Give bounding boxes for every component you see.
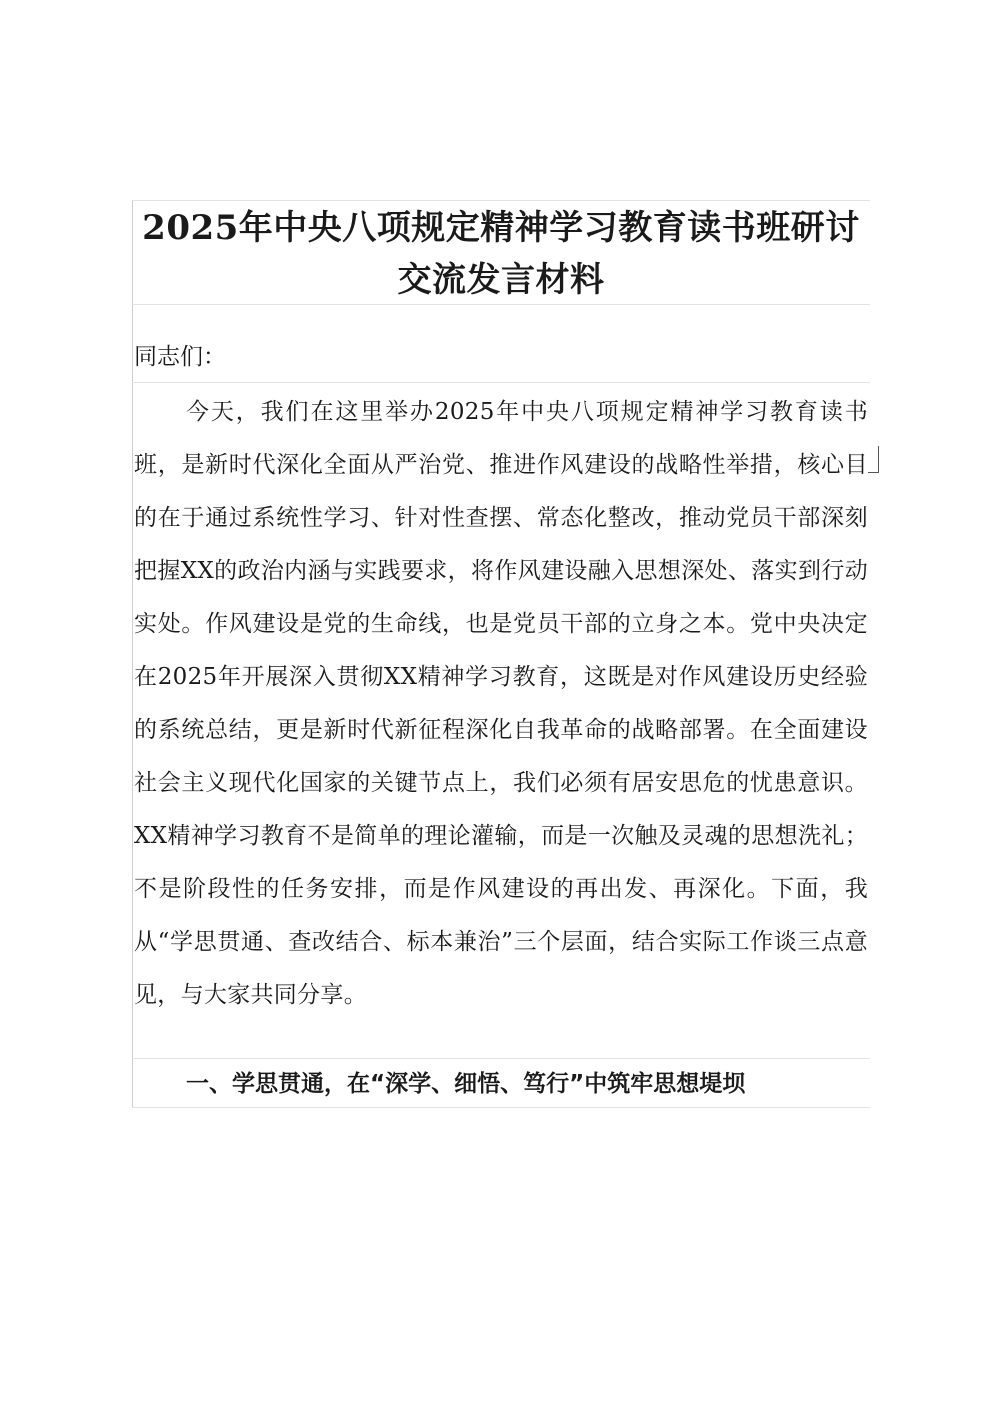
rule-below-greeting <box>132 382 870 383</box>
title-line-1: 2025年中央八项规定精神学习教育读书班研讨 <box>142 208 860 248</box>
rule-below-heading <box>132 1107 870 1108</box>
document-title <box>132 200 870 306</box>
body-paragraph: 今天，我们在这里举办2025年中央八项规定精神学习教育读书班，是新时代深化全面从严治党、推进作风建设的战略性举措，核心目的在于通过系统性学习、针对性查摆、常态化整改，推动党员干部深刻把握XX的政治内涵与实践要求，将作风建设融入思想深处、落实到行动实处。作风建设是党的生命线，也是党员干部的立身之本。党中央决定在2025年开展深入贯彻XX精神学习教育，这既是对作风建设历史经验的系统总结，更是新时代新征程深化自我革命的战略部署。在全面建设社会主义现代化国家的关键节点上，我们必须有居安思危的忧患意识。XX精神学习教育不是简单的理论灌输，而是一次触及灵魂的思想洗礼；不是阶段性的任务安排，而是作风建设的再出发、再深化。下面，我从“学思贯通、查改结合、标本兼治”三个层面，结合实际工作谈三点意见，与大家共同分享。 <box>134 399 868 1008</box>
page-frame-left-border <box>132 200 133 1108</box>
edit-cursor-mark <box>868 446 879 473</box>
greeting: 同志们： <box>134 344 226 370</box>
title-line-2: 交流发言材料 <box>397 260 605 300</box>
rule-below-title <box>132 304 870 305</box>
section-heading-1: 一、学思贯通，在“深学、细悟、笃行”中筑牢思想堤坝 <box>186 1071 746 1097</box>
rule-above-heading <box>132 1058 870 1059</box>
